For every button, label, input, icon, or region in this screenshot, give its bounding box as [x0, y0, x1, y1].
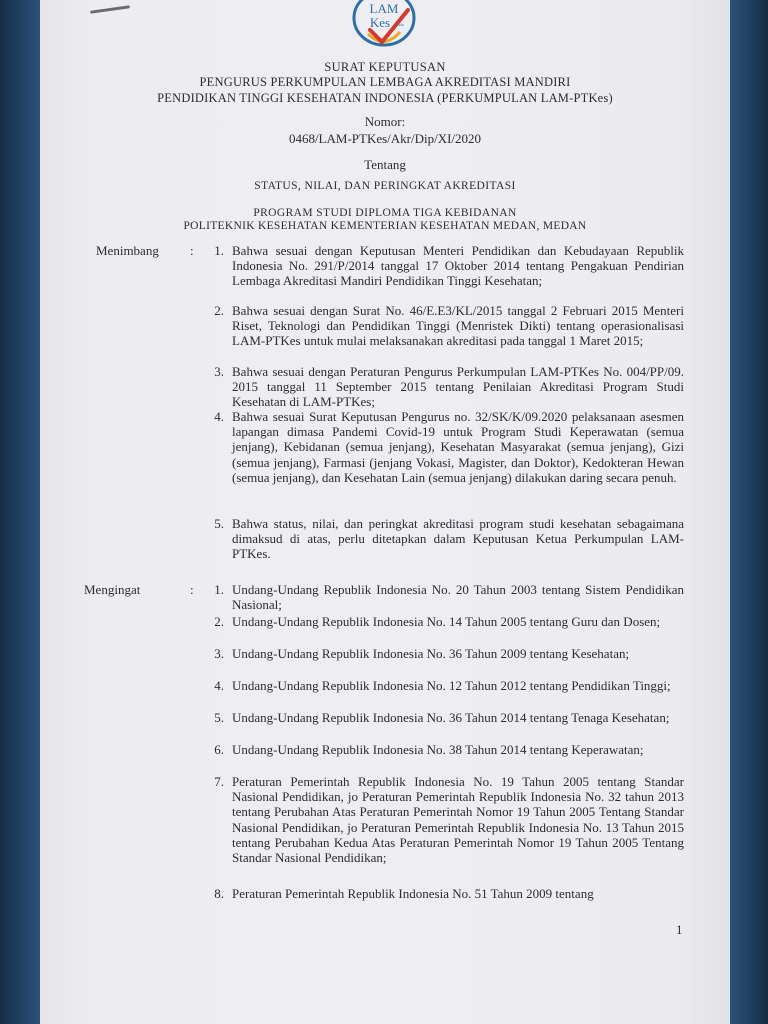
menimbang-item-number: 2. — [214, 303, 224, 318]
mengingat-item-text: Undang-Undang Republik Indonesia No. 12 Tahun 2012 tentang Pendidikan Tinggi; — [232, 678, 671, 693]
document-page — [40, 0, 730, 1024]
background-left-edge — [0, 0, 40, 1024]
mengingat-label: Mengingat — [84, 582, 141, 597]
mengingat-item-number: 1. — [214, 582, 224, 597]
background-right-edge — [730, 0, 768, 1024]
mengingat-item-number: 2. — [214, 614, 224, 629]
mengingat-item-number: 8. — [214, 886, 224, 901]
institution-heading: POLITEKNIK KESEHATAN KEMENTERIAN KESEHATAN MEDAN, MEDAN — [183, 220, 587, 232]
menimbang-colon: : — [190, 243, 194, 258]
mengingat-item-number: 3. — [214, 646, 224, 661]
logo-text-bottom: Kes — [369, 15, 391, 30]
mengingat-item-text: Undang-Undang Republik Indonesia No. 36 Tahun 2014 tentang Tenaga Kesehatan; — [232, 710, 670, 725]
menimbang-item-number: 5. — [214, 516, 224, 531]
menimbang-item-text: Bahwa sesuai dengan Surat No. 46/E.E3/KL/2015 tanggal 2 Februari 2015 Menteri Riset, Teknologi dan Pendidikan Tinggi (Menristek Dikti) tentang operasionalisasi LAM-PTKes untuk mulai melaksanakan akreditasi pada tanggal 1 Maret 2015; — [232, 303, 684, 349]
title-line-3: PENDIDIKAN TINGGI KESEHATAN INDONESIA (PERKUMPULAN LAM-PTKes) — [157, 91, 613, 105]
mengingat-item-text: Undang-Undang Republik Indonesia No. 38 Tahun 2014 tentang Keperawatan; — [232, 742, 644, 757]
pen-mark — [90, 5, 130, 14]
mengingat-item-text: Peraturan Pemerintah Republik Indonesia No. 51 Tahun 2009 tentang — [232, 886, 594, 901]
page-number: 1 — [676, 922, 683, 937]
title-line-1: SURAT KEPUTUSAN — [324, 60, 446, 74]
tentang-label: Tentang — [364, 157, 406, 172]
mengingat-item-number: 6. — [214, 742, 224, 757]
menimbang-item-number: 1. — [214, 243, 224, 258]
program-heading: PROGRAM STUDI DIPLOMA TIGA KEBIDANAN — [253, 207, 517, 219]
mengingat-colon: : — [190, 582, 194, 597]
mengingat-item-number: 7. — [214, 774, 224, 789]
lam-ptkes-logo — [348, 0, 420, 52]
title-line-2: PENGURUS PERKUMPULAN LEMBAGA AKREDITASI MANDIRI — [199, 75, 571, 89]
menimbang-item-number: 4. — [214, 409, 224, 424]
menimbang-item-text: Bahwa sesuai dengan Keputusan Menteri Pendidikan dan Kebudayaan Republik Indonesia No. 291/P/2014 tanggal 17 Oktober 2014 tentang Pengakuan Pendirian Lembaga Akreditasi Mandiri Pendidikan Tinggi Kesehatan; — [232, 243, 684, 289]
mengingat-item-number: 4. — [214, 678, 224, 693]
mengingat-item-text: Undang-Undang Republik Indonesia No. 20 Tahun 2003 tentang Sistem Pendidikan Nasional; — [232, 582, 684, 613]
logo-text-top: LAM — [369, 1, 399, 16]
mengingat-item-number: 5. — [214, 710, 224, 725]
nomor-label: Nomor: — [364, 114, 406, 129]
menimbang-item-number: 3. — [214, 364, 224, 379]
nomor-value: 0468/LAM-PTKes/Akr/Dip/XI/2020 — [288, 131, 482, 146]
menimbang-item-text: Bahwa status, nilai, dan peringkat akreditasi program studi kesehatan sebagaimana dimaksud di atas, perlu ditetapkan dalam Keputusan Ketua Perkumpulan LAM-PTKes. — [232, 516, 684, 562]
menimbang-label: Menimbang — [96, 243, 159, 258]
mengingat-item-text: Undang-Undang Republik Indonesia No. 36 Tahun 2009 tentang Kesehatan; — [232, 646, 630, 661]
menimbang-item-text: Bahwa sesuai dengan Peraturan Pengurus Perkumpulan LAM-PTKes No. 004/PP/09. 2015 tanggal 11 September 2015 tentang Penilaian Akreditasi Program Studi Kesehatan di LAM-PTKes; — [232, 364, 684, 410]
subject-heading: STATUS, NILAI, DAN PERINGKAT AKREDITASI — [254, 180, 516, 192]
logo-text-small: Indo — [396, 22, 404, 27]
menimbang-item-text: Bahwa sesuai Surat Keputusan Pengurus no. 32/SK/K/09.2020 pelaksanaan asesmen lapangan dimasa Pandemi Covid-19 untuk Program Studi Keperawatan (semua jenjang), Kebidanan (semua jenjang), Kesehatan Masyarakat (semua jenjang), Gizi (semua jenjang), Farmasi (jenjang Vokasi, Magister, dan Doktor), Kedokteran Hewan (semua jenjang), dan Kesehatan Lain (semua jenjang) dilakukan daring secara penuh. — [232, 409, 684, 485]
mengingat-item-text: Peraturan Pemerintah Republik Indonesia No. 19 Tahun 2005 tentang Standar Nasional Pendidikan, jo Peraturan Pemerintah Republik Indonesia No. 32 tahun 2013 tentang Perubahan Atas Peraturan Pemerintah Nomor 19 Tahun 2005 Tentang Standar Nasional Pendidikan, jo Peraturan Pemerintah Republik Indonesia No. 13 Tahun 2015 tentang Perubahan Kedua Atas Peraturan Pemerintah Nomor 19 Tahun 2005 Tentang Standar Nasional Pendidikan; — [232, 774, 684, 866]
mengingat-item-text: Undang-Undang Republik Indonesia No. 14 Tahun 2005 tentang Guru dan Dosen; — [232, 614, 661, 629]
